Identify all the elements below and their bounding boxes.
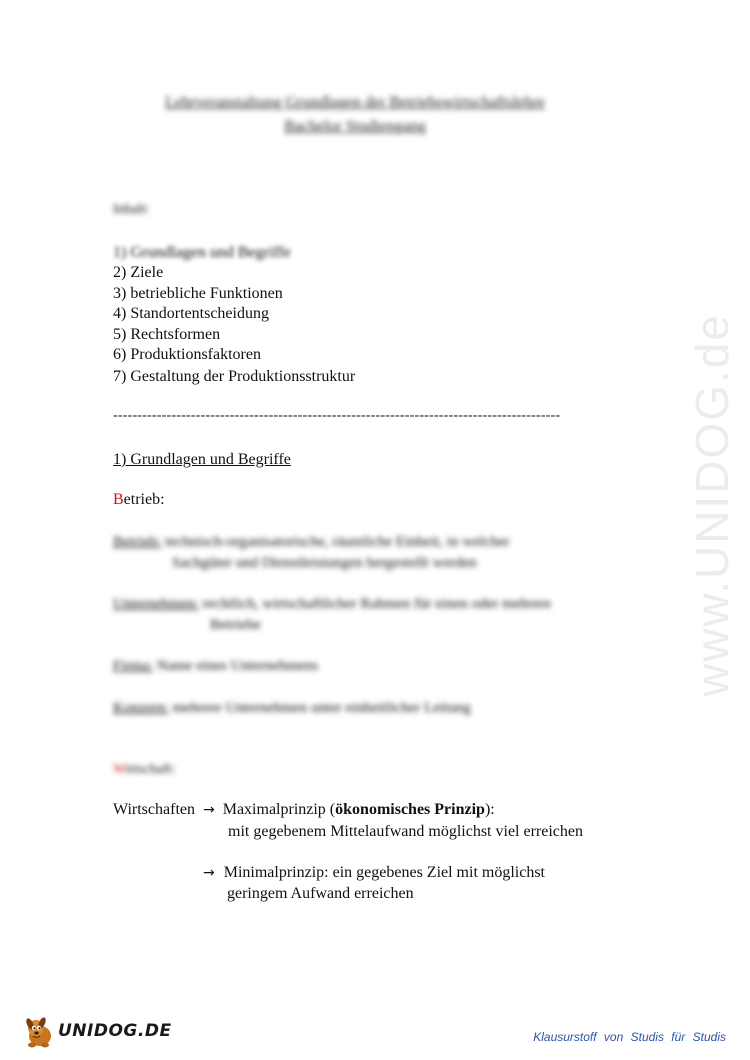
document-title-line1: Lehrveranstaltung Grundlagen der Betriebswirtschaftslehre bbox=[165, 94, 545, 111]
definition-term: Firma: bbox=[113, 658, 153, 674]
logo-text: UNIDOG.DE bbox=[58, 1021, 172, 1041]
inhalt-label: Inhalt: bbox=[113, 202, 150, 217]
minimalprinzip-line bbox=[203, 864, 545, 882]
betrieb-rest: etrieb: bbox=[123, 491, 165, 508]
wirtschaft-initial: W bbox=[113, 762, 126, 777]
definition-text: Name eines Unternehmens bbox=[156, 658, 319, 674]
definition-term: Unternehmen: bbox=[113, 596, 199, 612]
arrow-right-icon: → bbox=[202, 802, 215, 818]
minimalprinzip-text-cont: geringem Aufwand erreichen bbox=[227, 885, 414, 902]
definition-text: technisch-organisatorische, räumliche Einheit, in welcher bbox=[165, 534, 510, 550]
definition-betrieb-cont: Sachgüter und Dienstleistungen hergestellt werden bbox=[172, 555, 477, 571]
definition-text: mehrere Unternehmen unter einheitlicher Leitung bbox=[172, 700, 471, 716]
toc-item-5: 5) Rechtsformen bbox=[113, 326, 221, 343]
toc-item-4: 4) Standortentscheidung bbox=[113, 305, 269, 322]
unidog-logo bbox=[24, 1014, 172, 1048]
wirtschaften-line bbox=[113, 801, 495, 819]
toc-item-3: 3) betriebliche Funktionen bbox=[113, 285, 283, 302]
toc-item-6: 6) Produktionsfaktoren bbox=[113, 346, 261, 363]
maximalprinzip-suffix: ): bbox=[484, 801, 495, 818]
section-heading: 1) Grundlagen und Begriffe bbox=[113, 451, 291, 468]
footer-tagline: Klausurstoff von Studis für Studis bbox=[533, 1030, 726, 1044]
maximalprinzip-description: mit gegebenem Mittelaufwand möglichst viel erreichen bbox=[228, 823, 583, 840]
minimalprinzip-text: Minimalprinzip: ein gegebenes Ziel mit möglichst bbox=[223, 864, 545, 881]
definition-term: Betrieb: bbox=[113, 534, 162, 550]
dashed-divider: -------------------------------------------------------------------------------------------- bbox=[113, 408, 561, 423]
toc-item-1: 1) Grundlagen und Begriffe bbox=[113, 244, 291, 261]
arrow-right-icon: → bbox=[203, 865, 215, 881]
definition-betrieb bbox=[113, 534, 510, 551]
definition-unternehmen bbox=[113, 596, 551, 613]
toc-item-2: 2) Ziele bbox=[113, 264, 164, 281]
dog-mascot-icon bbox=[24, 1014, 56, 1048]
wirtschaft-heading bbox=[113, 762, 175, 778]
betrieb-initial: B bbox=[113, 491, 124, 508]
definition-unternehmen-cont: Betriebe bbox=[210, 617, 261, 633]
maximalprinzip-prefix: Maximalprinzip ( bbox=[222, 801, 336, 818]
wirtschaften-label: Wirtschaften bbox=[113, 801, 195, 818]
definition-konzern bbox=[113, 700, 471, 717]
betrieb-heading bbox=[113, 491, 165, 509]
document-title-line2: Bachelor Studiengang bbox=[284, 118, 426, 135]
definition-term: Konzern: bbox=[113, 700, 169, 716]
watermark-text: www.UNIDOG.de bbox=[686, 313, 738, 697]
toc-item-7: 7) Gestaltung der Produktionsstruktur bbox=[113, 368, 356, 385]
definition-text: rechtlich, wirtschaftlicher Rahmen für einen oder mehrere bbox=[202, 596, 552, 612]
definition-firma bbox=[113, 658, 318, 675]
maximalprinzip-bold: ökonomisches Prinzip bbox=[335, 801, 485, 818]
wirtschaft-rest: irtschaft: bbox=[125, 762, 176, 777]
